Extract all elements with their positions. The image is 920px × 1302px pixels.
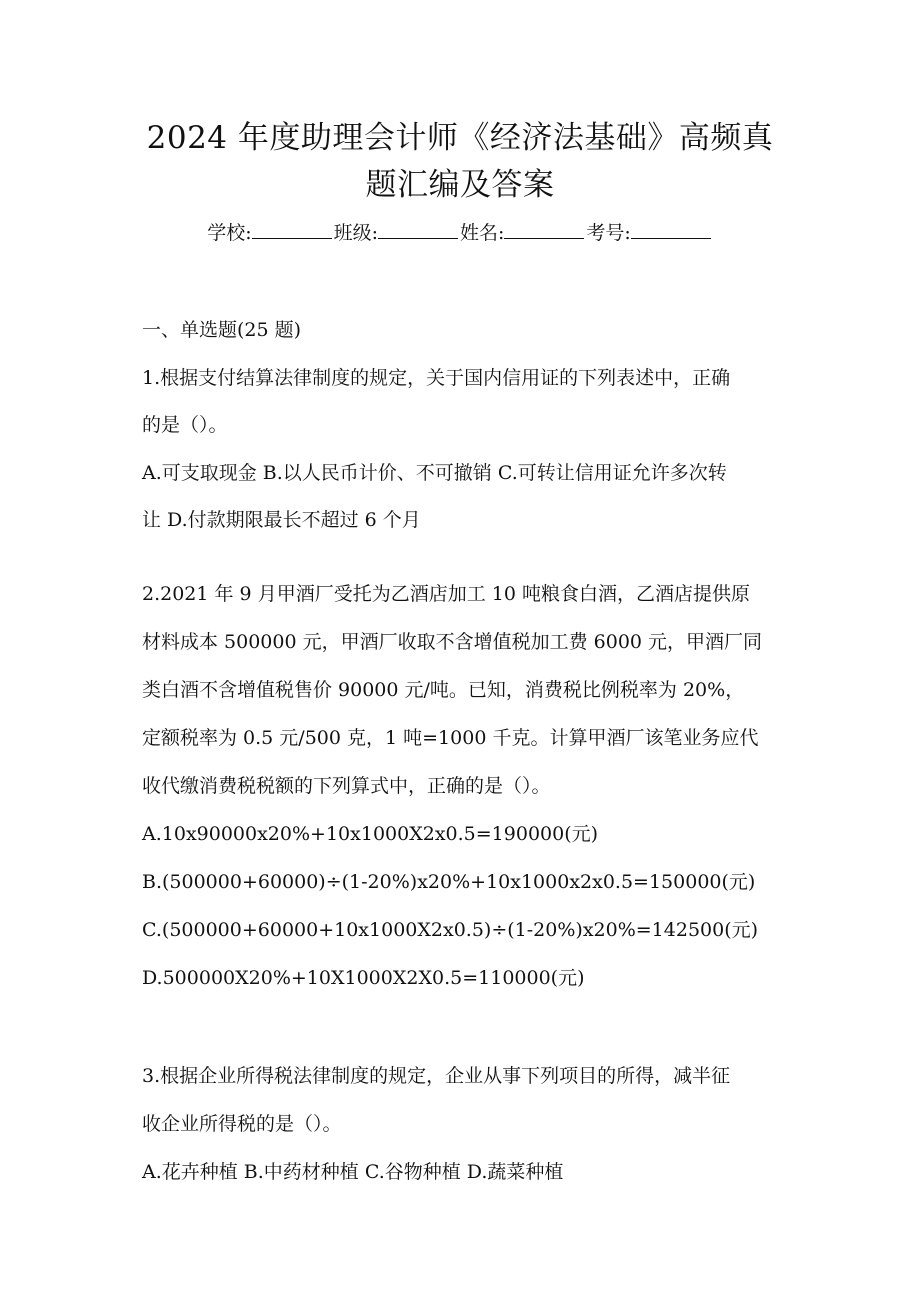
question-1-options-line-1: A.可支取现金 B.以人民币计价、不可撤销 C.可转让信用证允许多次转 [142, 462, 727, 484]
question-2-line-5: 收代缴消费税税额的下列算式中，正确的是（）。 [142, 775, 551, 797]
document-title-line-2: 题汇编及答案 [365, 167, 555, 203]
exam-number-blank [631, 220, 711, 239]
question-1-line-2: 的是（）。 [142, 414, 228, 436]
name-blank [504, 220, 584, 239]
question-2-line-1: 2.2021 年 9 月甲酒厂受托为乙酒店加工 10 吨粮食白酒，乙酒店提供原 [142, 583, 750, 605]
class-label: 班级: [333, 222, 378, 244]
section-heading: 一、单选题(25 题) [142, 319, 302, 341]
question-1-options-line-2: 让 D.付款期限最长不超过 6 个月 [142, 509, 421, 531]
document-title-line-1: 2024 年度助理会计师《经济法基础》高频真 [146, 120, 774, 156]
student-info-row [0, 220, 920, 246]
question-2-option-b: B.(500000+60000)÷(1-20%)x20%+10x1000x2x0.5=150000(元) [142, 871, 756, 893]
school-label: 学校: [207, 222, 252, 244]
school-blank [252, 220, 332, 239]
class-blank [378, 220, 458, 239]
question-2-line-2: 材料成本 500000 元，甲酒厂收取不含增值税加工费 6000 元，甲酒厂同 [142, 631, 763, 653]
question-2-option-d: D.500000X20%+10X1000X2X0.5=110000(元) [142, 967, 585, 989]
question-1-line-1: 1.根据支付结算法律制度的规定，关于国内信用证的下列表述中，正确 [142, 367, 731, 389]
question-3-line-2: 收企业所得税的是（）。 [142, 1113, 342, 1135]
name-label: 姓名: [460, 222, 505, 244]
question-3-line-1: 3.根据企业所得税法律制度的规定，企业从事下列项目的所得，减半征 [142, 1065, 731, 1087]
question-2-option-c: C.(500000+60000+10x1000X2x0.5)÷(1-20%)x20%=142500(元) [142, 919, 759, 941]
question-3-options: A.花卉种植 B.中药材种植 C.谷物种植 D.蔬菜种植 [142, 1161, 564, 1183]
question-2-option-a: A.10x90000x20%+10x1000X2x0.5=190000(元) [142, 823, 599, 845]
question-2-line-3: 类白酒不含增值税售价 90000 元/吨。已知，消费税比例税率为 20%， [142, 679, 745, 701]
question-2-line-4: 定额税率为 0.5 元/500 克，1 吨=1000 千克。计算甲酒厂该笔业务应代 [142, 727, 759, 749]
exam-number-label: 考号: [586, 222, 631, 244]
